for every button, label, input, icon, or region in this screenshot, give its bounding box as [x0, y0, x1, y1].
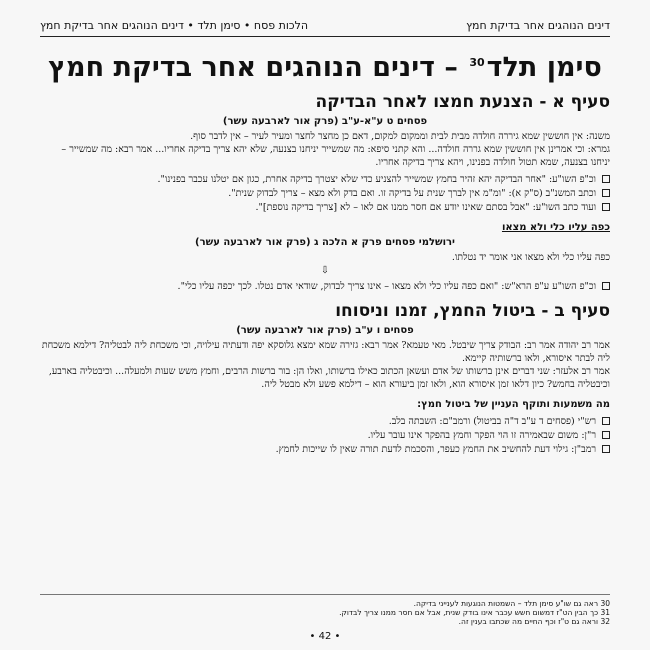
square-bullet-icon	[602, 445, 610, 453]
section-a-source: פסחים ט ע"א-ע"ב (פרק אור לארבעה עשר)	[222, 116, 428, 127]
footnote-1: 30 ראה גם שו"ע סימן תלד – השמטות הנוגעות לענייני בדיקה.	[413, 599, 610, 608]
section-b-bullet-2-text: ר"ן: משום שבאמירה זו הוי הפקר וחמץ בהפקר אינו עובר עליו.	[367, 430, 596, 441]
section-b-bullet-3-text: רמב"ן: גילוי דעת להחשיב את החמץ כעפר, והסכמת לדעת תורה שאין לו שייכות לחמץ.	[275, 444, 596, 455]
square-bullet-icon	[602, 282, 610, 290]
section-a-bullet-1	[40, 173, 610, 186]
section-a-paragraph-1: משנה: אין חוששין שמא גיררה חולדה מבית לבית וממקום למקום, דאם כן מחצר לחצר ומעיר לעיר – אין לדבר סוף.	[190, 131, 610, 142]
cfa-quote: כפה עליו כלי ולא מצאו אני אומר יד נטלתו.	[451, 252, 610, 263]
section-b-bullet-2	[40, 429, 610, 442]
chapter-title-prefix: סימן תלד	[486, 52, 602, 83]
chapter-title-suffix: – דינים הנוהגים אחר בדיקת חמץ	[48, 52, 458, 83]
section-a-bullet-3	[40, 201, 610, 214]
section-b-source: פסחים ו ע"ב (פרק אור לארבעה עשר)	[236, 325, 414, 336]
section-a-paragraph-2: גמרא: וכי אמרינן אין חוששין שמא גררה חולדה... והא קתני סיפא: מה שמשייר יניחנו בצנעה, שלא יהא צריך בדיקה אחריו... אמר רבא: מה שמשייר – יניחנו בצנעה, שמא תטול חולדה בפנינו, ויהא צריך בדיקה אחריו.	[61, 144, 610, 168]
footnotes	[40, 594, 610, 626]
chapter-title	[40, 47, 610, 84]
footnote-3: 32 וראה גם ט"ז וכף החיים מה שכתבו בענין זה.	[458, 617, 610, 626]
running-header-right: דינים הנוהגים אחר בדיקת חמץ	[466, 19, 610, 32]
section-a-bullet-2-text: וכתב המשנ"ב (ס"ק א): "ומ"מ אין לברך שנית על בדיקה זו. ואם בדק ולא מצא – צריך לבדוק שנית".	[228, 188, 596, 199]
section-a-bullet-2	[40, 187, 610, 200]
square-bullet-icon	[602, 189, 610, 197]
running-header	[40, 20, 610, 37]
cfa-source: ירושלמי פסחים פרק א הלכה ג (פרק אור לארבעה עשר)	[195, 237, 455, 248]
footnote-2: 31 כך הבין הט"ז דמשום חשש עכבר אינו בודק שנית, אבל אם חסר ממנו צריך לבדוק.	[339, 608, 610, 617]
running-header-left: הלכות פסח • סימן תלד • דינים הנוהגים אחר בדיקת חמץ	[40, 19, 309, 32]
cfa-bullet-1	[40, 280, 610, 293]
chapter-title-footnote-marker: 30	[469, 56, 485, 69]
section-b-bullets	[40, 415, 610, 456]
section-b-bullet-1	[40, 415, 610, 428]
square-bullet-icon	[602, 203, 610, 211]
section-b-subheading: מה משמעות ותוקף העניין של ביטול חמץ:	[417, 399, 610, 410]
section-a-bullets	[40, 173, 610, 214]
cfa-bullets	[40, 280, 610, 293]
down-arrow-icon: ⇩	[320, 265, 330, 276]
section-b-paragraph-1: אמר רב יהודה אמר רב: הבודק צריך שיבטל. מאי טעמא? אמר רבא: גזירה שמא ימצא גלוסקא יפה ודעתיה עילויה, וכי משכחת ליה לבטליה? דילמא משכחת ליה לבתר איסורא, ולאו ברשותיה קיימא.	[41, 340, 610, 364]
section-b-paragraph-2: אמר רב אלעזר: שני דברים אינן ברשותו של אדם ועשאן הכתוב כאילו ברשותו, ואלו הן: בור ברשות הרבים, וחמץ משש שעות ולמעלה... וכיבטליה בארבע, וכיבטליה בחמש? כיון דלאו זמן איסורא הוא, ולאו זמן ביעורא הוא – דילמא פשע ולא מבטל ליה.	[48, 366, 610, 390]
square-bullet-icon	[602, 417, 610, 425]
square-bullet-icon	[602, 175, 610, 183]
cfa-heading: כפה עליו כלי ולא מצאו	[501, 222, 610, 233]
section-b-heading: סעיף ב - ביטול החמץ, זמנו וניסוחו	[335, 301, 610, 321]
square-bullet-icon	[602, 431, 610, 439]
page-number: • 42 •	[309, 631, 341, 642]
section-b-bullet-1-text: רש"י (פסחים ד ע"ב ד"ה בביטול) ורמב"ם: השבתה בלב.	[388, 416, 596, 427]
section-b-bullet-3	[40, 443, 610, 456]
cfa-bullet-1-text: וכ"פ השו"ע ע"פ הרא"ש: "ואם כפה עליו כלי ולא מצאו – אינו צריך לבדוק, שודאי אדם נטלו. לכך יכפה עליו כלי".	[177, 281, 596, 292]
section-a-bullet-1-text: וכ"פ השו"ע: "אחר הבדיקה יהא זהיר בחמץ שמשייר להצניע כדי שלא יצטרך בדיקה אחרת, כגון אם יטלנו עכבר בפנינו".	[157, 174, 596, 185]
section-a-heading: סעיף א - הצנעת חמצו לאחר הבדיקה	[315, 92, 610, 112]
section-a-bullet-3-text: ועוד כתב השו"ע: "אבל בסתם שאינו יודע אם חסר ממנו אם לאו – לא [צריך בדיקה נוספת]".	[255, 202, 596, 213]
